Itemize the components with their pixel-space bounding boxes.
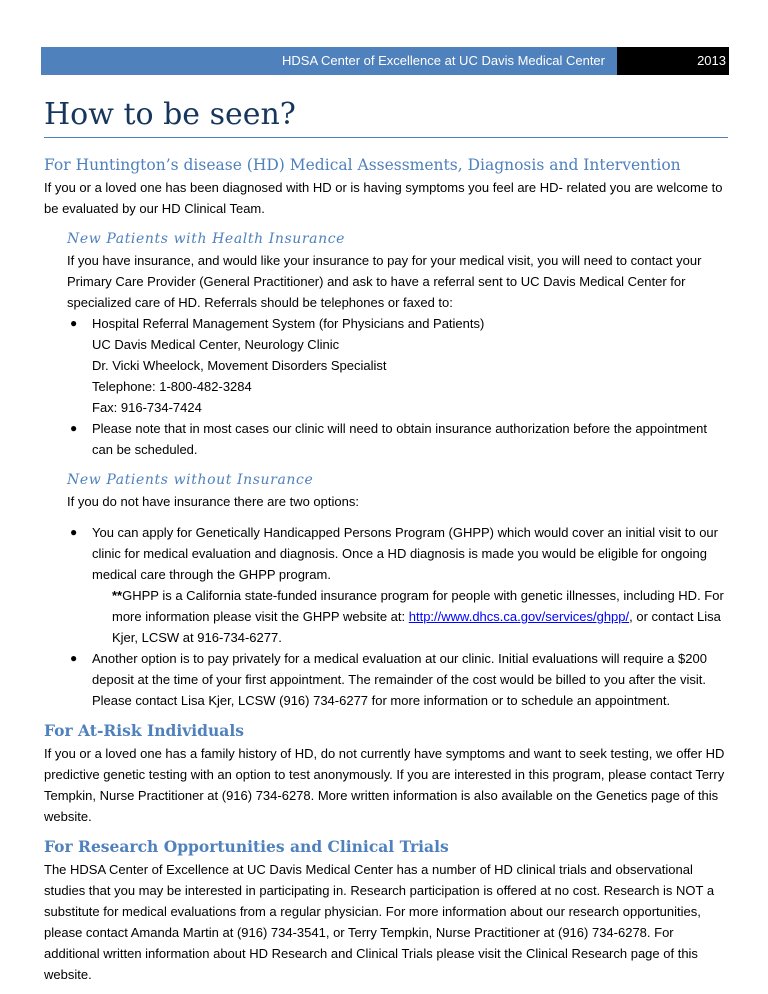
assessments-intro: If you or a loved one has been diagnosed with HD or is having symptoms you feel are HD- related you are welcome to be evaluated by our HD Clinical Team.	[44, 180, 723, 216]
list-item	[46, 418, 730, 460]
bullet-icon: ●	[70, 651, 78, 665]
list-item	[46, 313, 730, 418]
private-pay-option: Another option is to pay privately for a medical evaluation at our clinic. Initial evaluations will require a $200 deposit at the time of your first appointment. The remainder of the cost would be billed to you after the visit. Please contact Lisa Kjer, LCSW (916) 734-6277 for more information or to schedule an appointment.	[92, 651, 707, 708]
uninsured-text: If you do not have insurance there are two options:	[67, 494, 359, 509]
header-title: HDSA Center of Excellence at UC Davis Medical Center	[41, 47, 617, 75]
list-item	[46, 648, 730, 711]
authorization-note: Please note that in most cases our clinic will need to obtain insurance authorization before the appointment can be scheduled.	[92, 421, 707, 457]
referral-line: UC Davis Medical Center, Neurology Clinic	[92, 337, 340, 352]
note-suffix: , or contact Lisa Kjer, LCSW at 916-734-6277.	[112, 609, 721, 645]
bullet-icon: ●	[70, 316, 78, 330]
bullet-icon: ●	[70, 421, 78, 435]
ghpp-website-link[interactable]: http://www.dhcs.ca.gov/services/ghpp/	[408, 609, 630, 624]
insured-bullet-list	[46, 313, 730, 460]
referral-line: Dr. Vicki Wheelock, Movement Disorders Specialist	[92, 358, 387, 373]
uninsured-bullet-list	[46, 522, 730, 711]
subheading-uninsured: New Patients without Insurance	[67, 472, 314, 488]
uninsured-subsection	[67, 470, 730, 512]
research-text: The HDSA Center of Excellence at UC Davis Medical Center has a number of HD clinical trials and observational studies that you may be interested in participating in. Research participation is offered at no cost. Research is NOT a substitute for medical evaluations from a regular physician. For more information about our research opportunities, please contact Amanda Martin at (916) 734-3541, or Terry Tempkin, Nurse Practitioner at (916) 734-6278. For additional written information about HD Research and Clinical Trials please visit the Clinical Research page of this website.	[44, 862, 715, 982]
referral-line: Fax: 916-734-7424	[92, 400, 202, 415]
note-text: GHPP is a California state-funded insurance program for people with genetic illnesses, including HD. For more information please visit the GHPP website at:	[112, 588, 724, 624]
page-title: How to be seen?	[44, 96, 728, 138]
list-item	[46, 522, 730, 648]
insured-text: If you have insurance, and would like your insurance to pay for your medical visit, you will need to contact your Primary Care Provider (General Practitioner) and ask to have a referral sent to UC Davis Medical Center for specialized care of HD. Referrals should be telephones or faxed to:	[67, 253, 702, 310]
ghpp-option: You can apply for Genetically Handicapped Persons Program (GHPP) which would cover an initial visit to our clinic for medical evaluation and diagnosis. Once a HD diagnosis is made you would be eligible for ongoing medical care through the GHPP program.	[92, 525, 718, 582]
ghpp-note	[92, 585, 730, 648]
document-body	[46, 155, 730, 985]
insured-subsection	[67, 229, 730, 313]
subheading-insured: New Patients with Health Insurance	[67, 231, 346, 247]
referral-line: Telephone: 1-800-482-3284	[92, 379, 252, 394]
section-heading-assessments: For Huntington’s disease (HD) Medical Assessments, Diagnosis and Intervention	[44, 156, 681, 174]
bullet-icon: ●	[70, 525, 78, 539]
at-risk-text: If you or a loved one has a family history of HD, do not currently have symptoms and want to seek testing, we offer HD predictive genetic testing with an option to test anonymously. If you are interested in this program, please contact Terry Tempkin, Nurse Practitioner at (916) 734-6278. More written information is also available on the Genetics page of this website.	[44, 746, 725, 824]
page-header	[41, 47, 729, 75]
section-heading-research: For Research Opportunities and Clinical Trials	[44, 837, 449, 856]
section-heading-at-risk: For At-Risk Individuals	[44, 721, 244, 740]
referral-line: Hospital Referral Management System (for Physicians and Patients)	[92, 316, 485, 331]
note-marker: **	[112, 588, 123, 603]
header-year: 2013	[617, 47, 729, 75]
